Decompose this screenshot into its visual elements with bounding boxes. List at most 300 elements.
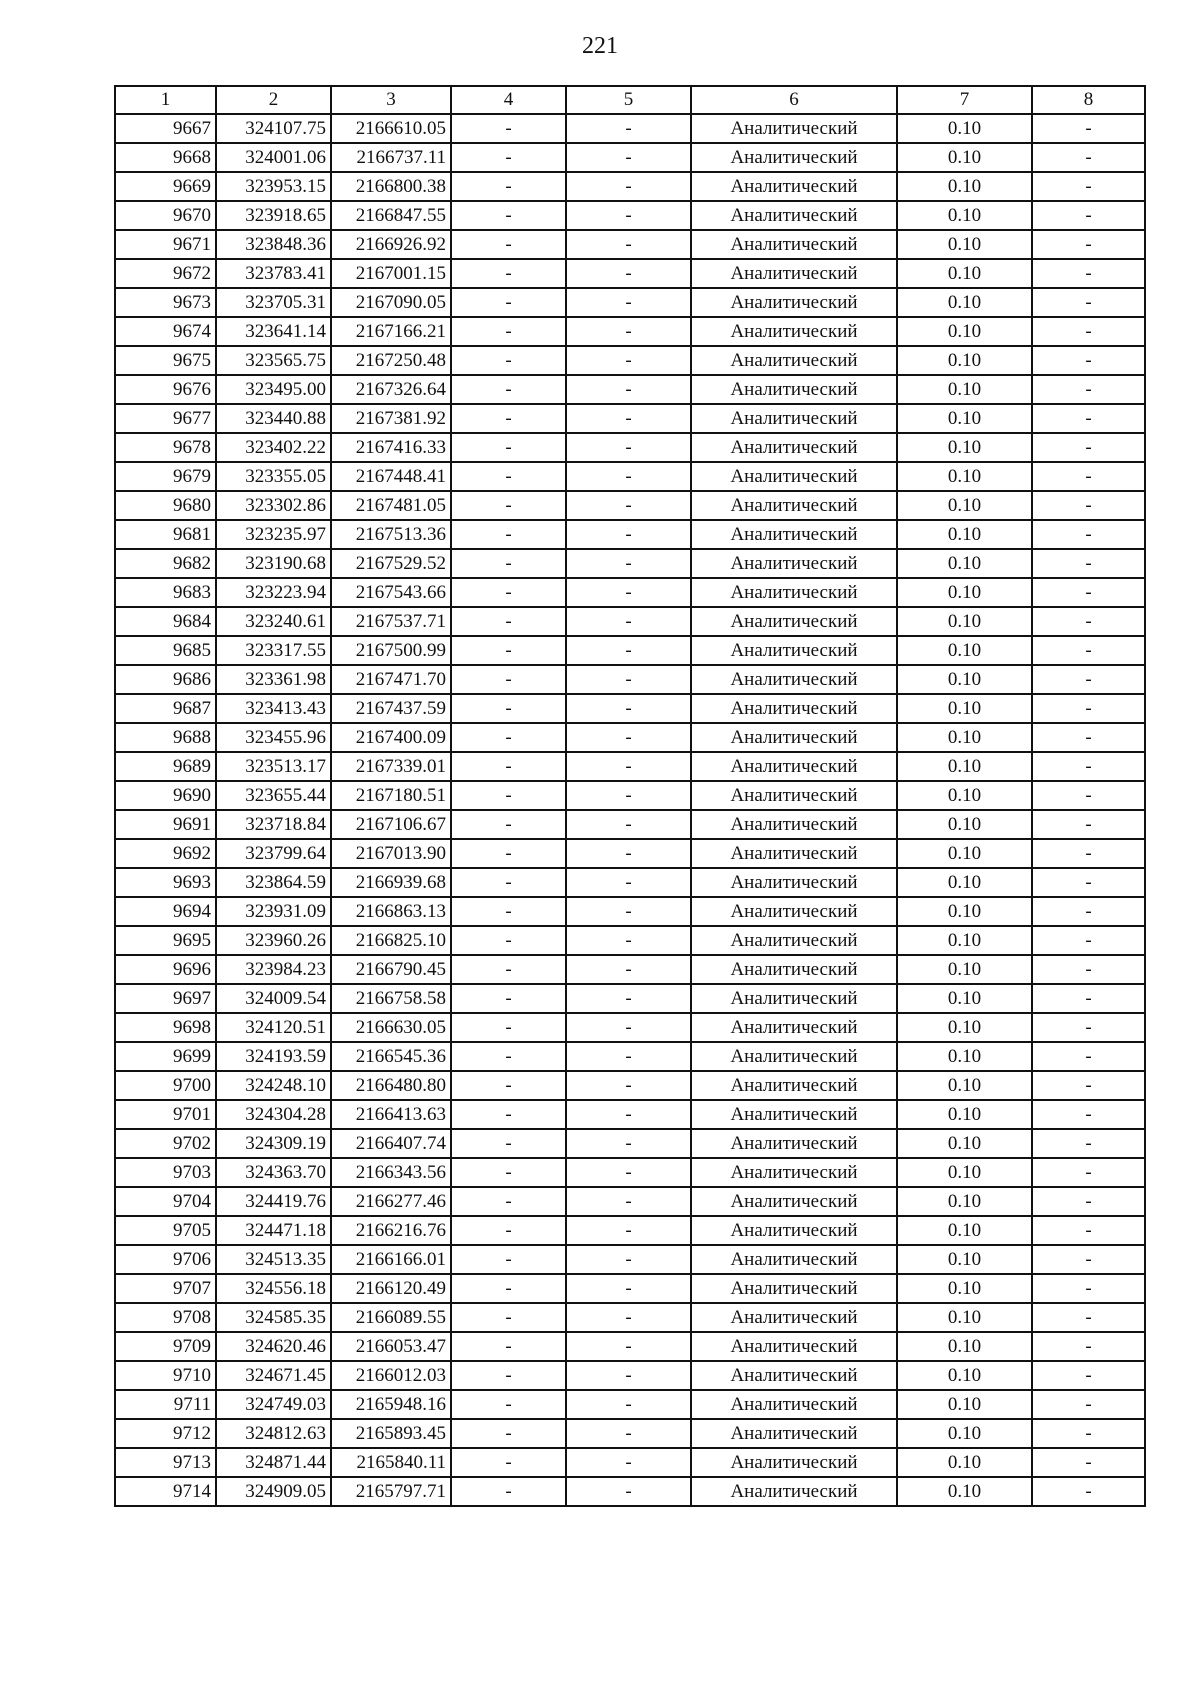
table-row (115, 404, 1145, 433)
cell-y-coordinate: 2167013.90 (331, 839, 451, 868)
cell-col-5: - (566, 259, 691, 288)
table-row (115, 1332, 1145, 1361)
table-row (115, 1390, 1145, 1419)
table-header-row (115, 86, 1145, 114)
cell-col-5: - (566, 462, 691, 491)
cell-accuracy: 0.10 (897, 810, 1032, 839)
cell-col-5: - (566, 375, 691, 404)
cell-col-4: - (451, 839, 566, 868)
table-row (115, 607, 1145, 636)
cell-col-5: - (566, 491, 691, 520)
table-row (115, 317, 1145, 346)
cell-y-coordinate: 2166407.74 (331, 1129, 451, 1158)
cell-col-4: - (451, 897, 566, 926)
cell-accuracy: 0.10 (897, 1390, 1032, 1419)
cell-y-coordinate: 2167529.52 (331, 549, 451, 578)
table-row (115, 259, 1145, 288)
cell-col-4: - (451, 1332, 566, 1361)
cell-col-5: - (566, 868, 691, 897)
table-row (115, 578, 1145, 607)
cell-accuracy: 0.10 (897, 1158, 1032, 1187)
cell-point-number: 9697 (115, 984, 216, 1013)
cell-method: Аналитический (691, 723, 897, 752)
cell-accuracy: 0.10 (897, 462, 1032, 491)
cell-accuracy: 0.10 (897, 1042, 1032, 1071)
cell-method: Аналитический (691, 1303, 897, 1332)
cell-col-4: - (451, 317, 566, 346)
cell-accuracy: 0.10 (897, 1013, 1032, 1042)
table-row (115, 143, 1145, 172)
cell-col-4: - (451, 1042, 566, 1071)
cell-x-coordinate: 323513.17 (216, 752, 331, 781)
cell-col-4: - (451, 984, 566, 1013)
cell-col-8: - (1032, 607, 1145, 636)
cell-col-8: - (1032, 984, 1145, 1013)
cell-accuracy: 0.10 (897, 665, 1032, 694)
cell-col-5: - (566, 810, 691, 839)
cell-accuracy: 0.10 (897, 1071, 1032, 1100)
cell-x-coordinate: 324585.35 (216, 1303, 331, 1332)
cell-y-coordinate: 2166825.10 (331, 926, 451, 955)
cell-col-8: - (1032, 694, 1145, 723)
table-row (115, 491, 1145, 520)
cell-method: Аналитический (691, 868, 897, 897)
cell-y-coordinate: 2167001.15 (331, 259, 451, 288)
cell-col-8: - (1032, 897, 1145, 926)
cell-point-number: 9674 (115, 317, 216, 346)
cell-col-4: - (451, 607, 566, 636)
cell-col-4: - (451, 1303, 566, 1332)
cell-col-4: - (451, 752, 566, 781)
cell-point-number: 9671 (115, 230, 216, 259)
table-row (115, 926, 1145, 955)
cell-point-number: 9689 (115, 752, 216, 781)
cell-x-coordinate: 324871.44 (216, 1448, 331, 1477)
cell-col-8: - (1032, 143, 1145, 172)
cell-method: Аналитический (691, 143, 897, 172)
table-row (115, 723, 1145, 752)
cell-x-coordinate: 323413.43 (216, 694, 331, 723)
cell-y-coordinate: 2167481.05 (331, 491, 451, 520)
cell-point-number: 9710 (115, 1361, 216, 1390)
cell-accuracy: 0.10 (897, 404, 1032, 433)
cell-point-number: 9682 (115, 549, 216, 578)
cell-x-coordinate: 323223.94 (216, 578, 331, 607)
table-row (115, 1216, 1145, 1245)
cell-x-coordinate: 324120.51 (216, 1013, 331, 1042)
cell-x-coordinate: 323565.75 (216, 346, 331, 375)
cell-col-5: - (566, 1274, 691, 1303)
cell-y-coordinate: 2165840.11 (331, 1448, 451, 1477)
table-row (115, 201, 1145, 230)
table-row (115, 1187, 1145, 1216)
cell-method: Аналитический (691, 520, 897, 549)
cell-method: Аналитический (691, 1245, 897, 1274)
cell-col-5: - (566, 346, 691, 375)
cell-method: Аналитический (691, 288, 897, 317)
table-row (115, 1477, 1145, 1506)
cell-x-coordinate: 323953.15 (216, 172, 331, 201)
cell-x-coordinate: 323799.64 (216, 839, 331, 868)
cell-col-5: - (566, 1129, 691, 1158)
cell-method: Аналитический (691, 230, 897, 259)
cell-x-coordinate: 323641.14 (216, 317, 331, 346)
table-row (115, 1448, 1145, 1477)
cell-y-coordinate: 2166610.05 (331, 114, 451, 143)
cell-col-5: - (566, 1477, 691, 1506)
table-row (115, 1419, 1145, 1448)
cell-method: Аналитический (691, 1071, 897, 1100)
cell-point-number: 9708 (115, 1303, 216, 1332)
cell-method: Аналитический (691, 1361, 897, 1390)
cell-col-4: - (451, 781, 566, 810)
cell-method: Аналитический (691, 578, 897, 607)
cell-point-number: 9669 (115, 172, 216, 201)
cell-accuracy: 0.10 (897, 1448, 1032, 1477)
cell-point-number: 9693 (115, 868, 216, 897)
cell-accuracy: 0.10 (897, 1361, 1032, 1390)
table-row (115, 868, 1145, 897)
cell-method: Аналитический (691, 1013, 897, 1042)
cell-x-coordinate: 323718.84 (216, 810, 331, 839)
cell-accuracy: 0.10 (897, 1274, 1032, 1303)
cell-col-5: - (566, 578, 691, 607)
cell-method: Аналитический (691, 926, 897, 955)
cell-accuracy: 0.10 (897, 1245, 1032, 1274)
table-row (115, 346, 1145, 375)
cell-y-coordinate: 2167537.71 (331, 607, 451, 636)
cell-method: Аналитический (691, 201, 897, 230)
cell-col-8: - (1032, 1390, 1145, 1419)
cell-point-number: 9679 (115, 462, 216, 491)
table-row (115, 520, 1145, 549)
cell-col-4: - (451, 404, 566, 433)
cell-y-coordinate: 2167106.67 (331, 810, 451, 839)
cell-method: Аналитический (691, 1216, 897, 1245)
cell-method: Аналитический (691, 1419, 897, 1448)
cell-x-coordinate: 323783.41 (216, 259, 331, 288)
cell-x-coordinate: 323317.55 (216, 636, 331, 665)
cell-x-coordinate: 323355.05 (216, 462, 331, 491)
cell-method: Аналитический (691, 549, 897, 578)
cell-x-coordinate: 324749.03 (216, 1390, 331, 1419)
cell-method: Аналитический (691, 259, 897, 288)
cell-col-4: - (451, 1071, 566, 1100)
cell-y-coordinate: 2166216.76 (331, 1216, 451, 1245)
table-row (115, 694, 1145, 723)
table-row (115, 549, 1145, 578)
cell-col-8: - (1032, 578, 1145, 607)
cell-x-coordinate: 324363.70 (216, 1158, 331, 1187)
cell-col-8: - (1032, 433, 1145, 462)
cell-point-number: 9686 (115, 665, 216, 694)
cell-point-number: 9703 (115, 1158, 216, 1187)
table-row (115, 897, 1145, 926)
cell-col-5: - (566, 1332, 691, 1361)
cell-x-coordinate: 324620.46 (216, 1332, 331, 1361)
cell-point-number: 9713 (115, 1448, 216, 1477)
cell-point-number: 9688 (115, 723, 216, 752)
cell-col-8: - (1032, 462, 1145, 491)
cell-accuracy: 0.10 (897, 288, 1032, 317)
cell-col-5: - (566, 1216, 691, 1245)
cell-col-5: - (566, 1071, 691, 1100)
column-header: 2 (216, 86, 331, 114)
cell-x-coordinate: 324671.45 (216, 1361, 331, 1390)
cell-point-number: 9707 (115, 1274, 216, 1303)
cell-col-4: - (451, 1187, 566, 1216)
cell-x-coordinate: 324812.63 (216, 1419, 331, 1448)
cell-col-5: - (566, 1303, 691, 1332)
cell-point-number: 9700 (115, 1071, 216, 1100)
cell-col-8: - (1032, 1216, 1145, 1245)
cell-col-5: - (566, 317, 691, 346)
cell-x-coordinate: 324304.28 (216, 1100, 331, 1129)
cell-col-4: - (451, 491, 566, 520)
cell-col-5: - (566, 1158, 691, 1187)
cell-method: Аналитический (691, 1477, 897, 1506)
cell-method: Аналитический (691, 491, 897, 520)
cell-point-number: 9672 (115, 259, 216, 288)
cell-col-4: - (451, 288, 566, 317)
table-row (115, 1013, 1145, 1042)
cell-accuracy: 0.10 (897, 549, 1032, 578)
cell-col-8: - (1032, 1477, 1145, 1506)
table-row (115, 462, 1145, 491)
table-row (115, 984, 1145, 1013)
column-header: 8 (1032, 86, 1145, 114)
cell-col-4: - (451, 1158, 566, 1187)
table-row (115, 114, 1145, 143)
cell-col-4: - (451, 1245, 566, 1274)
cell-y-coordinate: 2166737.11 (331, 143, 451, 172)
cell-col-4: - (451, 375, 566, 404)
cell-x-coordinate: 323190.68 (216, 549, 331, 578)
cell-method: Аналитический (691, 694, 897, 723)
cell-method: Аналитический (691, 752, 897, 781)
cell-y-coordinate: 2167400.09 (331, 723, 451, 752)
cell-col-8: - (1032, 1419, 1145, 1448)
cell-col-5: - (566, 404, 691, 433)
cell-col-8: - (1032, 1013, 1145, 1042)
cell-col-5: - (566, 520, 691, 549)
cell-col-4: - (451, 1419, 566, 1448)
cell-x-coordinate: 324309.19 (216, 1129, 331, 1158)
cell-accuracy: 0.10 (897, 752, 1032, 781)
cell-point-number: 9711 (115, 1390, 216, 1419)
cell-col-4: - (451, 1013, 566, 1042)
cell-y-coordinate: 2167381.92 (331, 404, 451, 433)
table-row (115, 230, 1145, 259)
table-row (115, 1042, 1145, 1071)
cell-method: Аналитический (691, 665, 897, 694)
cell-point-number: 9677 (115, 404, 216, 433)
cell-point-number: 9668 (115, 143, 216, 172)
cell-col-8: - (1032, 201, 1145, 230)
cell-point-number: 9687 (115, 694, 216, 723)
cell-col-8: - (1032, 1448, 1145, 1477)
cell-col-5: - (566, 781, 691, 810)
cell-x-coordinate: 324513.35 (216, 1245, 331, 1274)
cell-y-coordinate: 2166277.46 (331, 1187, 451, 1216)
cell-x-coordinate: 323984.23 (216, 955, 331, 984)
table-body (115, 114, 1145, 1506)
cell-y-coordinate: 2167437.59 (331, 694, 451, 723)
column-header: 5 (566, 86, 691, 114)
cell-col-8: - (1032, 839, 1145, 868)
cell-col-5: - (566, 230, 691, 259)
cell-x-coordinate: 324471.18 (216, 1216, 331, 1245)
cell-col-4: - (451, 259, 566, 288)
cell-method: Аналитический (691, 433, 897, 462)
cell-accuracy: 0.10 (897, 491, 1032, 520)
table-row (115, 1071, 1145, 1100)
cell-method: Аналитический (691, 172, 897, 201)
cell-y-coordinate: 2166847.55 (331, 201, 451, 230)
cell-col-5: - (566, 723, 691, 752)
cell-point-number: 9684 (115, 607, 216, 636)
cell-y-coordinate: 2166413.63 (331, 1100, 451, 1129)
cell-x-coordinate: 324419.76 (216, 1187, 331, 1216)
cell-col-8: - (1032, 636, 1145, 665)
cell-col-8: - (1032, 752, 1145, 781)
cell-x-coordinate: 323705.31 (216, 288, 331, 317)
cell-accuracy: 0.10 (897, 1419, 1032, 1448)
cell-y-coordinate: 2167339.01 (331, 752, 451, 781)
cell-col-8: - (1032, 375, 1145, 404)
cell-x-coordinate: 324556.18 (216, 1274, 331, 1303)
cell-method: Аналитический (691, 1129, 897, 1158)
cell-point-number: 9681 (115, 520, 216, 549)
column-header: 1 (115, 86, 216, 114)
cell-accuracy: 0.10 (897, 1100, 1032, 1129)
cell-accuracy: 0.10 (897, 578, 1032, 607)
table-row (115, 375, 1145, 404)
cell-point-number: 9670 (115, 201, 216, 230)
table-row (115, 1274, 1145, 1303)
cell-accuracy: 0.10 (897, 520, 1032, 549)
cell-point-number: 9695 (115, 926, 216, 955)
cell-method: Аналитический (691, 317, 897, 346)
cell-col-5: - (566, 607, 691, 636)
cell-x-coordinate: 323402.22 (216, 433, 331, 462)
table-row (115, 172, 1145, 201)
cell-col-8: - (1032, 288, 1145, 317)
cell-point-number: 9699 (115, 1042, 216, 1071)
table-row (115, 1100, 1145, 1129)
cell-col-5: - (566, 172, 691, 201)
cell-x-coordinate: 323440.88 (216, 404, 331, 433)
cell-x-coordinate: 323655.44 (216, 781, 331, 810)
cell-col-5: - (566, 114, 691, 143)
cell-y-coordinate: 2166089.55 (331, 1303, 451, 1332)
cell-accuracy: 0.10 (897, 984, 1032, 1013)
cell-accuracy: 0.10 (897, 1216, 1032, 1245)
cell-col-4: - (451, 868, 566, 897)
cell-col-4: - (451, 1216, 566, 1245)
cell-col-5: - (566, 1042, 691, 1071)
cell-y-coordinate: 2167513.36 (331, 520, 451, 549)
cell-point-number: 9706 (115, 1245, 216, 1274)
table-row (115, 1245, 1145, 1274)
cell-y-coordinate: 2167326.64 (331, 375, 451, 404)
cell-point-number: 9712 (115, 1419, 216, 1448)
cell-col-8: - (1032, 955, 1145, 984)
cell-y-coordinate: 2167180.51 (331, 781, 451, 810)
cell-col-5: - (566, 1419, 691, 1448)
cell-col-8: - (1032, 1245, 1145, 1274)
cell-col-4: - (451, 578, 566, 607)
cell-accuracy: 0.10 (897, 636, 1032, 665)
cell-col-4: - (451, 1390, 566, 1419)
cell-accuracy: 0.10 (897, 781, 1032, 810)
cell-point-number: 9673 (115, 288, 216, 317)
cell-col-5: - (566, 636, 691, 665)
cell-point-number: 9701 (115, 1100, 216, 1129)
cell-col-5: - (566, 433, 691, 462)
page-number: 221 (582, 33, 618, 59)
cell-col-8: - (1032, 810, 1145, 839)
cell-y-coordinate: 2167471.70 (331, 665, 451, 694)
cell-method: Аналитический (691, 636, 897, 665)
cell-col-5: - (566, 143, 691, 172)
cell-method: Аналитический (691, 114, 897, 143)
cell-col-5: - (566, 201, 691, 230)
cell-x-coordinate: 324107.75 (216, 114, 331, 143)
cell-col-8: - (1032, 723, 1145, 752)
cell-point-number: 9709 (115, 1332, 216, 1361)
cell-col-8: - (1032, 172, 1145, 201)
cell-y-coordinate: 2166926.92 (331, 230, 451, 259)
cell-point-number: 9667 (115, 114, 216, 143)
cell-col-8: - (1032, 1303, 1145, 1332)
table-row (115, 636, 1145, 665)
table-row (115, 433, 1145, 462)
cell-x-coordinate: 323918.65 (216, 201, 331, 230)
cell-accuracy: 0.10 (897, 346, 1032, 375)
table-row (115, 1158, 1145, 1187)
cell-col-4: - (451, 346, 566, 375)
cell-col-8: - (1032, 926, 1145, 955)
cell-col-8: - (1032, 1274, 1145, 1303)
cell-col-8: - (1032, 665, 1145, 694)
cell-col-4: - (451, 143, 566, 172)
cell-y-coordinate: 2166053.47 (331, 1332, 451, 1361)
cell-accuracy: 0.10 (897, 375, 1032, 404)
cell-y-coordinate: 2167090.05 (331, 288, 451, 317)
cell-col-5: - (566, 839, 691, 868)
cell-col-5: - (566, 1448, 691, 1477)
cell-x-coordinate: 324001.06 (216, 143, 331, 172)
cell-col-5: - (566, 288, 691, 317)
cell-col-4: - (451, 723, 566, 752)
table-row (115, 1129, 1145, 1158)
cell-col-4: - (451, 1477, 566, 1506)
cell-x-coordinate: 323864.59 (216, 868, 331, 897)
cell-accuracy: 0.10 (897, 201, 1032, 230)
cell-y-coordinate: 2166758.58 (331, 984, 451, 1013)
cell-accuracy: 0.10 (897, 230, 1032, 259)
cell-col-8: - (1032, 317, 1145, 346)
cell-col-4: - (451, 665, 566, 694)
cell-point-number: 9702 (115, 1129, 216, 1158)
cell-col-5: - (566, 694, 691, 723)
cell-point-number: 9690 (115, 781, 216, 810)
cell-x-coordinate: 324009.54 (216, 984, 331, 1013)
cell-col-8: - (1032, 1158, 1145, 1187)
cell-point-number: 9698 (115, 1013, 216, 1042)
cell-point-number: 9694 (115, 897, 216, 926)
